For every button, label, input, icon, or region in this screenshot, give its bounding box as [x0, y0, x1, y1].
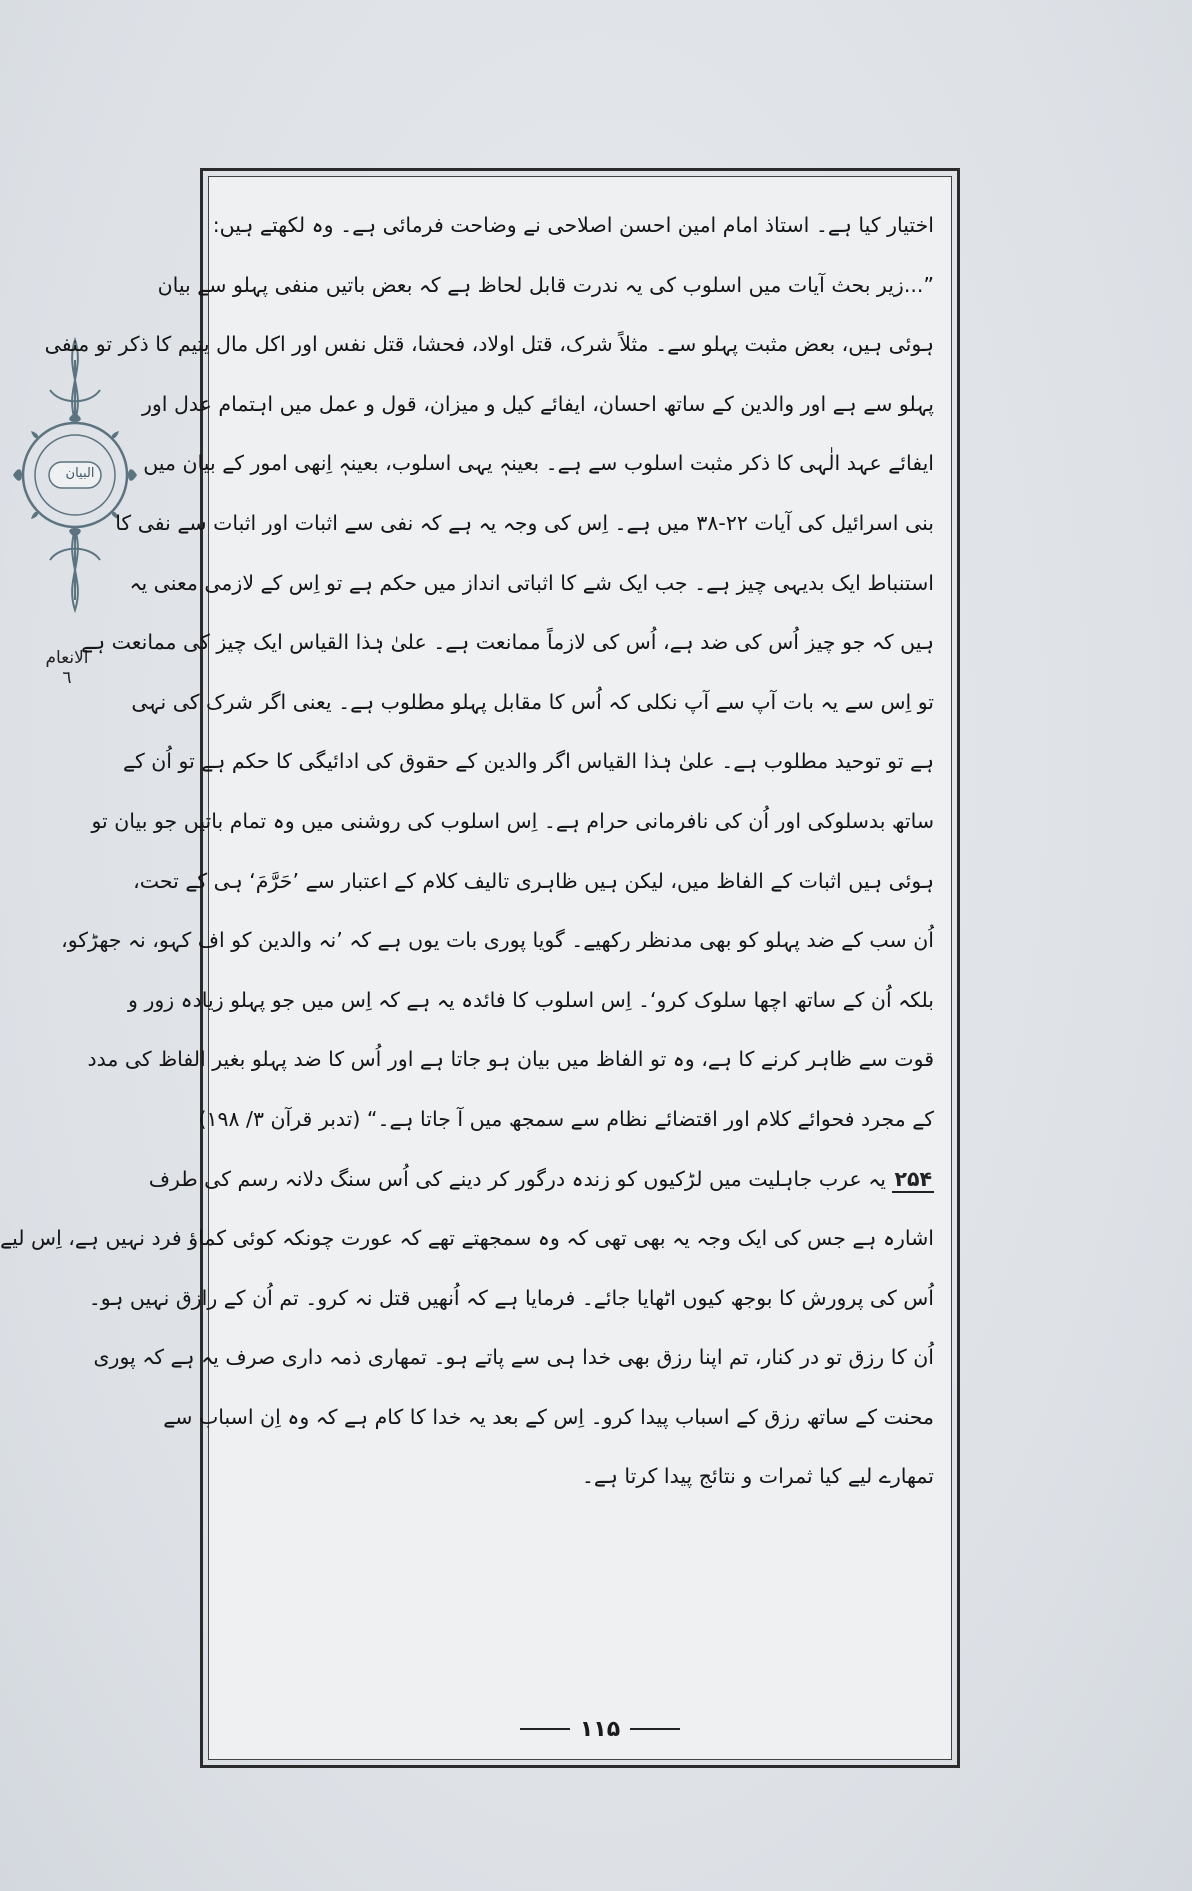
text-line: اختیار کیا ہے۔ استاذ امام امین احسن اصلاحی نے وضاحت فرمائی ہے۔ وہ لکھتے ہیں:: [212, 213, 934, 237]
note-line: محنت کے ساتھ رزق کے اسباب پیدا کرو۔ اِس کے بعد یہ خدا کا کام ہے کہ وہ اِن اسباب سے: [163, 1404, 934, 1429]
page-number: ۱۱۵: [579, 1716, 621, 1742]
surah-name: الانعام: [45, 648, 89, 668]
quote-line: کے مجرد فحوائے کلام اور اقتضائے نظام سے سمجھ میں آ جاتا ہے۔“ (تدبر قرآن ۳/ ۱۹۸): [198, 1106, 934, 1131]
surah-number: ٦: [62, 668, 72, 688]
quote-line: تو اِس سے یہ بات آپ سے آپ نکلی کہ اُس کا مقابل پہلو مطلوب ہے۔ یعنی اگر شرک کی نہی: [131, 689, 934, 714]
quote-line: استنباط ایک بدیہی چیز ہے۔ جب ایک شے کا اثباتی انداز میں حکم ہے تو اِس کے لازمی معنی یہ: [129, 570, 934, 595]
note-text: یہ عرب جاہلیت میں لڑکیوں کو زندہ درگور کر دینے کی اُس سنگ دلانہ رسم کی طرف: [148, 1166, 886, 1191]
quote-line: بنی اسرائیل کی آیات ۲۲-۳۸ میں ہے۔ اِس کی وجہ یہ ہے کہ نفی سے اثبات اور اثبات سے نفی کا: [115, 510, 934, 535]
footer-rule-right: [630, 1728, 680, 1730]
quote-line: پہلو سے ہے اور والدین کے ساتھ احسان، ایفائے کیل و میزان، قول و عمل میں اہتمام عدل اور: [141, 391, 934, 416]
quote-line: ایفائے عہد الٰہی کا ذکر مثبت اسلوب سے ہے۔ بعینہٖ یہی اسلوب، بعینہٖ اِنھی امور کے بیان میں: [143, 451, 934, 476]
footer-rule-left: [520, 1728, 570, 1730]
quote-line: ہوئی ہیں اثبات کے الفاظ میں، لیکن ہیں ظاہری تالیف کلام کے اعتبار سے ’حَرَّمَ‘ ہی کے تحت،: [133, 868, 934, 893]
quote-line: ہوئی ہیں، بعض مثبت پہلو سے۔ مثلاً شرک، قتل اولاد، فحشا، قتل نفس اور اکل مال یتیم کا ذکر تو منفی: [44, 332, 934, 357]
quote-line: ہے تو توحید مطلوب ہے۔ علیٰ ہٰذا القیاس اگر والدین کے حقوق کی ادائیگی کا حکم ہے تو اُن کے: [122, 749, 934, 774]
quote-line: اُن سب کے ضد پہلو کو بھی مدنظر رکھیے۔ گویا پوری بات یوں ہے کہ ’نہ والدین کو اف کہو، نہ جھڑکو،: [61, 928, 934, 953]
note-marker: ۲۵۴: [894, 1166, 932, 1191]
note-line: اُن کا رزق تو در کنار، تم اپنا رزق بھی خدا ہی سے پاتے ہو۔ تمھاری ذمہ داری صرف یہ ہے کہ پوری: [93, 1345, 934, 1370]
note-line: تمھارے لیے کیا ثمرات و نتائج پیدا کرتا ہے۔: [581, 1464, 934, 1489]
quote-line: ”...زیر بحث آیات میں اسلوب کی یہ ندرت قابل لحاظ ہے کہ بعض باتیں منفی پہلو سے بیان: [157, 272, 934, 297]
emblem-text: البیان: [65, 466, 95, 481]
quote-line: قوت سے ظاہر کرنے کا ہے، وہ تو الفاظ میں بیان ہو جاتا ہے اور اُس کا ضد پہلو بغیر الفاظ کی مدد: [87, 1047, 934, 1072]
note-line: اشارہ ہے جس کی ایک وجہ یہ بھی تھی کہ وہ سمجھتے تھے کہ عورت چونکہ کوئی کماؤ فرد نہیں ہے، اِس لیے: [0, 1226, 934, 1251]
note-first-line: [148, 1150, 934, 1210]
quote-line: ساتھ بدسلوکی اور اُن کی نافرمانی حرام ہے۔ اِس اسلوب کی روشنی میں وہ تمام باتیں جو بیان تو: [91, 808, 934, 833]
note-line: اُس کی پرورش کا بوجھ کیوں اٹھایا جائے۔ فرمایا ہے کہ اُنھیں قتل نہ کرو۔ تم اُن کے رازق نہیں ہو۔: [88, 1285, 934, 1310]
quote-line: ہیں کہ جو چیز اُس کی ضد ہے، اُس کی لازماً ممانعت ہے۔ علیٰ ہٰذا القیاس ایک چیز کی ممانعت ہے: [81, 630, 934, 655]
page-footer: [470, 1714, 730, 1744]
quote-line: بلکہ اُن کے ساتھ اچھا سلوک کرو‘۔ اِس اسلوب کا فائدہ یہ ہے کہ اِس میں جو پہلو زیادہ زور و: [128, 987, 934, 1012]
